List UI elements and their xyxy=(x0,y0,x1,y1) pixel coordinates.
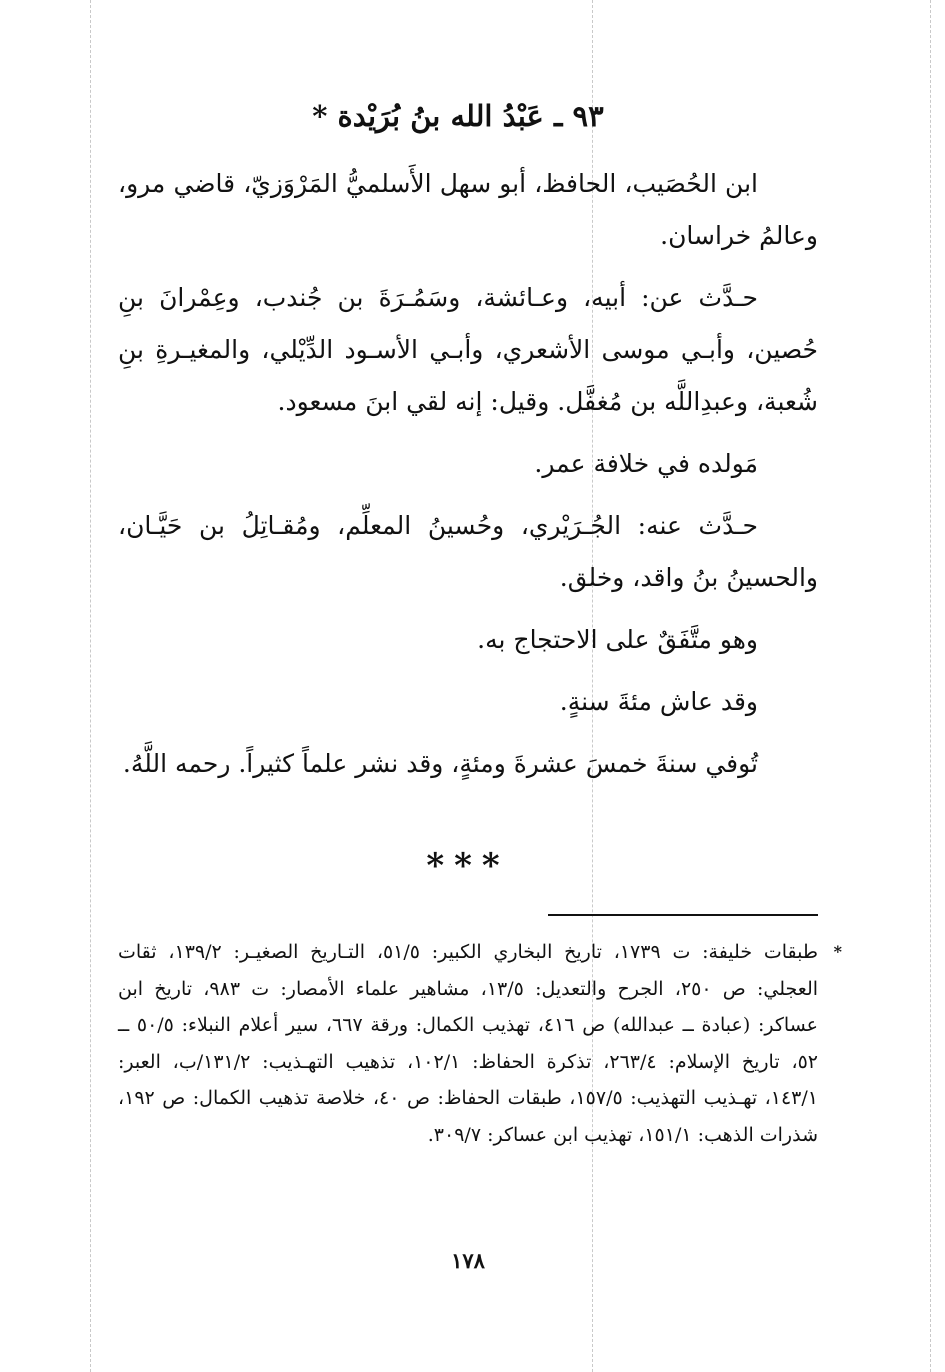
paragraph-reliability: وهو متَّفَقٌ على الاحتجاج به. xyxy=(477,625,758,654)
paragraph-narrated-from: حـدَّث عن: أبيه، وعـائشة، وسَمُـرَةَ بن جُندب، وعِمْرانَ بنِ حُصين، وأبـي موسى الأشعري، وأبـي الأسـود الدِّيْلي، والمغيـرةِ بنِ شُعبة، وعبدِاللَّه بن مُغفَّل. وقيل: إنه لقي ابنَ مسعود. xyxy=(118,283,818,416)
footnote-marker: * xyxy=(833,942,842,961)
paragraph-lifespan: وقد عاش مئةَ سنةٍ. xyxy=(559,687,758,716)
scan-line xyxy=(930,0,931,1372)
footnote-block xyxy=(118,934,842,1153)
scan-line xyxy=(90,0,91,1372)
paragraph-birth: مَولده في خلافة عمر. xyxy=(534,449,758,478)
paragraph-death: تُوفي سنةَ خمسَ عشرةَ ومئةٍ، وقد نشر علماً كثيراً. رحمه اللَّهُ. xyxy=(122,749,758,778)
page-number: ١٧٨ xyxy=(451,1248,485,1273)
footnote-divider xyxy=(548,914,818,916)
footnote-text: طبقات خليفة: ت ١٧٣٩، تاريخ البخاري الكبير: ٥١/٥، التـاريخ الصغيـر: ١٣٩/٢، ثقات العجلي: ص ٢٥٠، الجرح والتعديل: ١٣/٥، مشاهير علماء الأمصار: ت ٩٨٣، تاريخ ابن عساكر: (عبادة ــ عبدالله) ص ٤١٦، تهذيب الكمال: ورقة ٦٦٧، سير أعلام النبلاء: ٥٠/٥ ــ ٥٢، تاريخ الإسلام: ٢٦٣/٤، تذكرة الحفاظ: ١٠٢/١، تذهيب التهـذيب: ١٣١/٢/ب، العبر: ١٤٣/١، تهـذيب التهذيب: ١٥٧/٥، طبقات الحفاظ: ص ٤٠، خلاصة تذهيب الكمال: ص ١٩٢، شذرات الذهب: ١٥١/١، تهذيب ابن عساكر: ٣٠٩/٧. xyxy=(118,941,819,1146)
paragraph-narrated-by: حـدَّث عنه: الجُـرَيْري، وحُسينُ المعلِّم، ومُقـاتِلُ بن حَيَّـان، والحسينُ بنُ واقد، وخلق. xyxy=(118,511,818,592)
paragraph-lineage: ابن الحُصَيب، الحافظ، أبو سهل الأَسلميُّ المَرْوَزيّ، قاضي مرو، وعالمُ خراسان. xyxy=(118,169,818,250)
book-page xyxy=(118,88,842,1308)
entry-title: ٩٣ ـ عَبْدُ الله بنُ بُرَيْدة * xyxy=(312,99,604,133)
section-separator: *** xyxy=(426,846,510,886)
